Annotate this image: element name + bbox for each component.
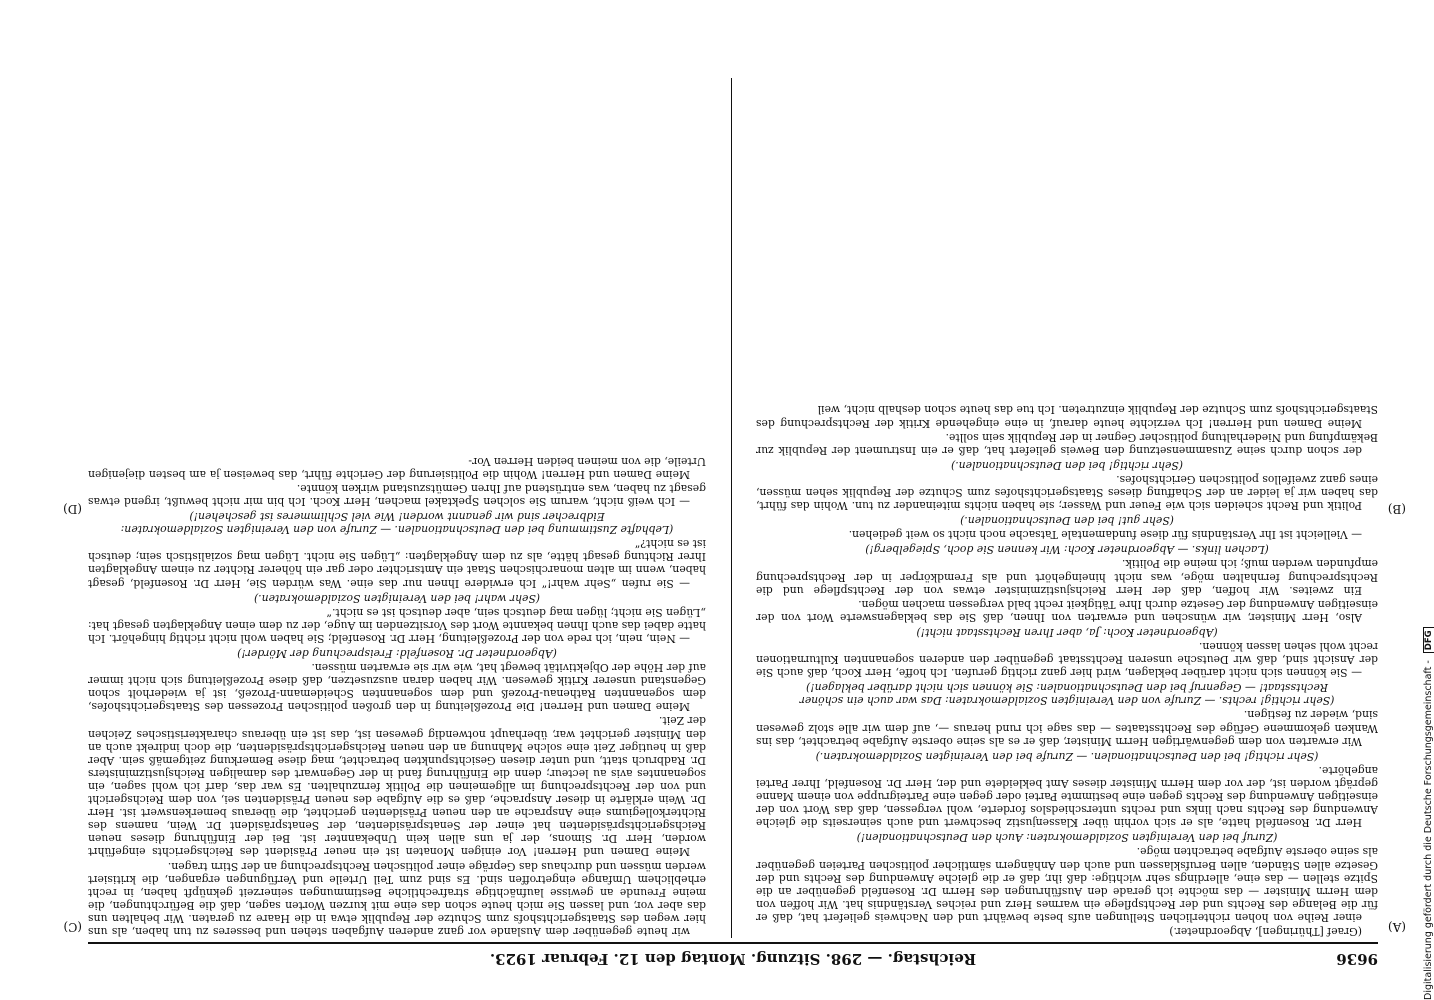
- paragraph: Meine Damen und Herren! Wohin die Politisierung der Gerichte führt, das beweisen ja am besten diejenigen Urteile, die von meinen beiden Herren Vor-: [88, 454, 706, 481]
- paragraph: Meine Damen und Herren! Ich verzichte heute darauf, in eine eingehende Kritik der Rechtsprechung des Staatsgerichtshofs zum Schutze der Republik einzutreten. Ich tue das heute schon deshalb nicht, weil: [756, 403, 1378, 430]
- page-header: [88, 946, 1378, 972]
- header-rule: [88, 942, 1378, 944]
- paragraph: Wir erwarten von dem gegenwärtigen Herrn Minister, daß er es als seine oberste Aufgabe betrachtet, das ins Wanken gekommene Gefüge des Rechtsstaates — das sage ich rund heraus —, auf dem wir alle stolz gewesen sind, wieder zu festigen.: [756, 708, 1378, 748]
- paragraph: wir heute gegenüber dem Auslande vor ganz anderen Aufgaben stehen und besseres zu tun haben, als uns hier wegen des Staatsgerichtshofs zum Schutze der Republik etwa in die Haare zu geraten. Wir behalten uns das aber vor, und lassen Sie mich heute schon das eine mit kurzen Worten sagen, daß die Befürchtungen, die meine Freunde an gewisse laufnächtige strafrechtliche Bestimmungen seinerzeit geknüpft haben, in recht erheblichem Umfange eingetroffen sind. Es sind zum Teil Urteile und Verfügungen ergangen, die kritisiert werden müssen und durchaus das Gepräge einer politischen Rechtsprechung an der Stirn tragen.: [88, 859, 706, 938]
- margin-letter-c: (C): [63, 920, 82, 934]
- interjection: (Sehr gut! bei den Deutschnationalen.): [960, 514, 1174, 528]
- paragraph: Ein zweites. Wir hoffen, daß der Herr Reichsjustizminister etwas von der Rechtspflege und die Rechtsprechung fernhalten möge, was nicht hineingehört und als Fremdkörper in der Rechtsprechung empfunden werden muß; ich meine die Politik.: [756, 557, 1378, 597]
- interjection: (Sehr richtig! bei den Deutschnationalen. — Zurufe bei den Vereinigten Sozialdemokraten.): [815, 749, 1319, 763]
- text-column-left: [756, 10, 1378, 938]
- interjection: (Lachen links. — Abgeordneter Koch: Wir kennen Sie doch, Spiegelberg!): [865, 543, 1269, 557]
- paragraph: Herr Dr. Rosenfeld hatte, als er sich vorhin über Klassenjustiz beschwert und auch seinerseits die gleiche Anwendung des Rechts nach links und rechts unterschiedslos forderte, wohl vergessen, daß das Wort von der einseitigen Anwendung des Rechts gegen eine bestimmte Partei oder gegen eine Parteigruppe von einem Manne geprägt worden ist, der vor dem Herrn Minister dieses Amt bekleidete und der, Herr Dr. Rosenfeld, Ihrer Partei angehörte.: [756, 763, 1378, 830]
- page-number: 9636: [1336, 950, 1378, 968]
- margin-letter-b: (B): [1387, 502, 1406, 516]
- margin-letter-d: (D): [63, 502, 82, 516]
- speaker-line: (Graef [Thüringen], Abgeordneter.): [1169, 925, 1362, 938]
- paragraph: einer Reihe von hohen richterlichen Stellungen aufs beste bewährt und den Nachweis geliefert hat, daß er für die Belange des Rechts und der Rechtspflege ein warmes Herz und reiches Verständnis hat. Wir hoffen von dem Herrn Minister — das möchte ich gerade den Ausführungen des Herrn Dr. Rosenfeld gegenüber an die Spitze stellen — das eine, allerdings sehr wichtige: daß ihr, daß er die gleiche Anwendung des Rechts und der Gesetze allen Ständen, allen Berufsklassen und auch den Anhängern sämtlicher politischen Parteien gegenüber als seine oberste Aufgabe betrachten möge.: [756, 845, 1378, 924]
- interjection: (Sehr richtig! bei den Deutschnationalen.): [951, 458, 1183, 472]
- paragraph: Also, Herr Minister, wir wünschen und erwarten von Ihnen, daß Sie das beklagenswerte Wort von der einseitigen Anwendung der Gesetze durch Ihre Tätigkeit recht bald vergessen machen mögen.: [756, 597, 1378, 624]
- paragraph: — Ich weiß nicht, warum Sie solchen Spektakel machen, Herr Koch. Ich bin mir nicht bewußt, irgend etwas gesagt zu haben, was entrüstend auf Ihren Gemütszustand wirken könnte.: [88, 481, 706, 508]
- interjection: (Sehr richtig! rechts. — Zurufe von den Vereinigten Sozialdemokraten: Das war auch ein schöner Rechtsstaat! — Gegenruf bei den Deutschnationalen: Sie können sich nicht darüber beklagen!): [799, 681, 1335, 708]
- paragraph: — Sie können sich nicht darüber beklagen, wird hier ganz richtig gerufen. Ich hoffe, Herr Koch, daß auch Sie der Ansicht sind, daß wir Deutsche unseren Rechtsstaat gegenüber den anderen sogenannten Kulturnationen recht wohl sehen lassen können.: [756, 640, 1378, 680]
- paragraph: — Vielleicht ist Ihr Verständnis für diese fundamentale Tatsache noch nicht so weit gediehen.: [848, 528, 1362, 542]
- interjection: (Sehr wahr! bei den Vereinigten Sozialdemokraten.): [253, 591, 541, 605]
- margin-letter-a: (A): [1387, 920, 1406, 934]
- paragraph: der schon durch seine Zusammensetzung den Beweis geliefert hat, daß er ein Instrument der Republik zur Bekämpfung und Niederhaltung politischer Gegner in der Republik sein sollte.: [756, 430, 1378, 457]
- interjection: (Abgeordneter Koch: Ja, aber Ihren Rechtsstaat nicht!): [916, 625, 1218, 639]
- paragraph: Meine Damen und Herren! Die Prozeßleitung in den großen politischen Prozessen des Staatsgerichtshofes, dem sogenannten Rathenau-Prozeß und dem sogenannten Scheidemann-Prozeß, ist ja wiederholt schon Gegenstand unserer Kritik gewesen. Wir haben daran auszusetzen, daß diese Prozeßleitung sich nicht immer auf der Höhe der Objektivität bewegt hat, wie wir sie erwarten müssen.: [88, 661, 706, 714]
- interjection: (Lebhafte Zustimmung bei den Deutschnationalen. — Zurufe von den Vereinigten Sozialdemokraten: Eidbrecher sind wir genannt worden! Wie viel Schlimmeres ist geschehen!): [120, 510, 674, 537]
- interjection: (Zuruf bei den Vereinigten Sozialdemokraten: Auch den Deutschnationalen!): [856, 831, 1278, 845]
- interjection: (Abgeordneter Dr. Rosenfeld: Freisprechung der Mörder!): [237, 647, 557, 661]
- paragraph: — Nein, nein, ich rede von der Prozeßleitung, Herr Dr. Rosenfeld; Sie haben wohl nicht richtig hingehört. Ich hatte dabei das auch Ihnen bekannte Wort des Vorsitzenden im Auge, der zu dem einen Angeklagten gesagt hat: „Lügen Sie nicht; lügen mag deutsch sein, aber deutsch ist es nicht.“: [88, 605, 706, 645]
- dfg-logo: DFG: [1423, 627, 1434, 653]
- digitization-note-text: Digitalisierung gefördert durch die Deutsche Forschungsgemeinschaft -: [1423, 660, 1434, 1000]
- digitization-note: [1423, 0, 1434, 1000]
- paragraph: Meine Damen und Herren! Vor einigen Monaten ist ein neuer Präsident des Reichsgerichts eingeführt worden, Herr Dr. Simons, der ja uns allen kein Unbekannter ist. Bei der Einführung dieses neuen Reichsgerichtspräsidenten hat einer der Senatspräsidenten, der Senatspräsident Dr. Wein, namens des Richterkollegiums eine Ansprache an den neuen Präsidenten gerichtet, die überaus bemerkenswert ist. Herr Dr. Wein erklärte in dieser Ansprache, daß es die Aufgabe des neuen Präsidenten sei, von dem Reichsgericht und von der Rechtsprechung im allgemeinen die Politik fernzuhalten. Es war das, darf ich wohl sagen, ein sogenanntes avis au lecteur; denn die Einführung fand in der Gegenwart des damaligen Reichsjustizministers Dr. Radbruch statt, und unter diesen Gesichtspunkten betrachtet, mag diese Bemerkung zeitgemäß sein. Aber daß in heutiger Zeit eine solche Mahnung an den neuen Reichsgerichtspräsidenten, die doch indirekt auch an den Minister gerichtet war, überhaupt notwendig gewesen ist, das ist ein überaus charakteristisches Zeichen der Zeit.: [88, 714, 706, 859]
- paragraph: — Sie rufen „Sehr wahr!“ Ich erwidere Ihnen nur das eine. Was würden Sie, Herr Dr. Rosenfeld, gesagt haben, wenn im alten monarchischen Staat ein Amtsrichter oder gar ein höherer Richter zu einem Angeklagten Ihrer Richtung gesagt hätte, als zu dem Angeklagten: „Lügen Sie nicht. Lügen mag sozialistisch sein; deutsch ist es nicht?“: [88, 537, 706, 590]
- page-title: Reichstag. — 298. Sitzung. Montag den 12. Februar 1923.: [489, 950, 977, 968]
- paragraph: Politik und Recht scheiden sich wie Feuer und Wasser; sie haben nichts miteinander zu tun. Wohin das führt, das haben wir ja leider an der Schaffung dieses Staatsgerichtshofes zum Schutze der Republik sehen müssen, eines ganz zweifellos politischen Gerichtshofes.: [756, 472, 1378, 513]
- text-column-right: [88, 10, 706, 938]
- column-divider: [731, 78, 732, 938]
